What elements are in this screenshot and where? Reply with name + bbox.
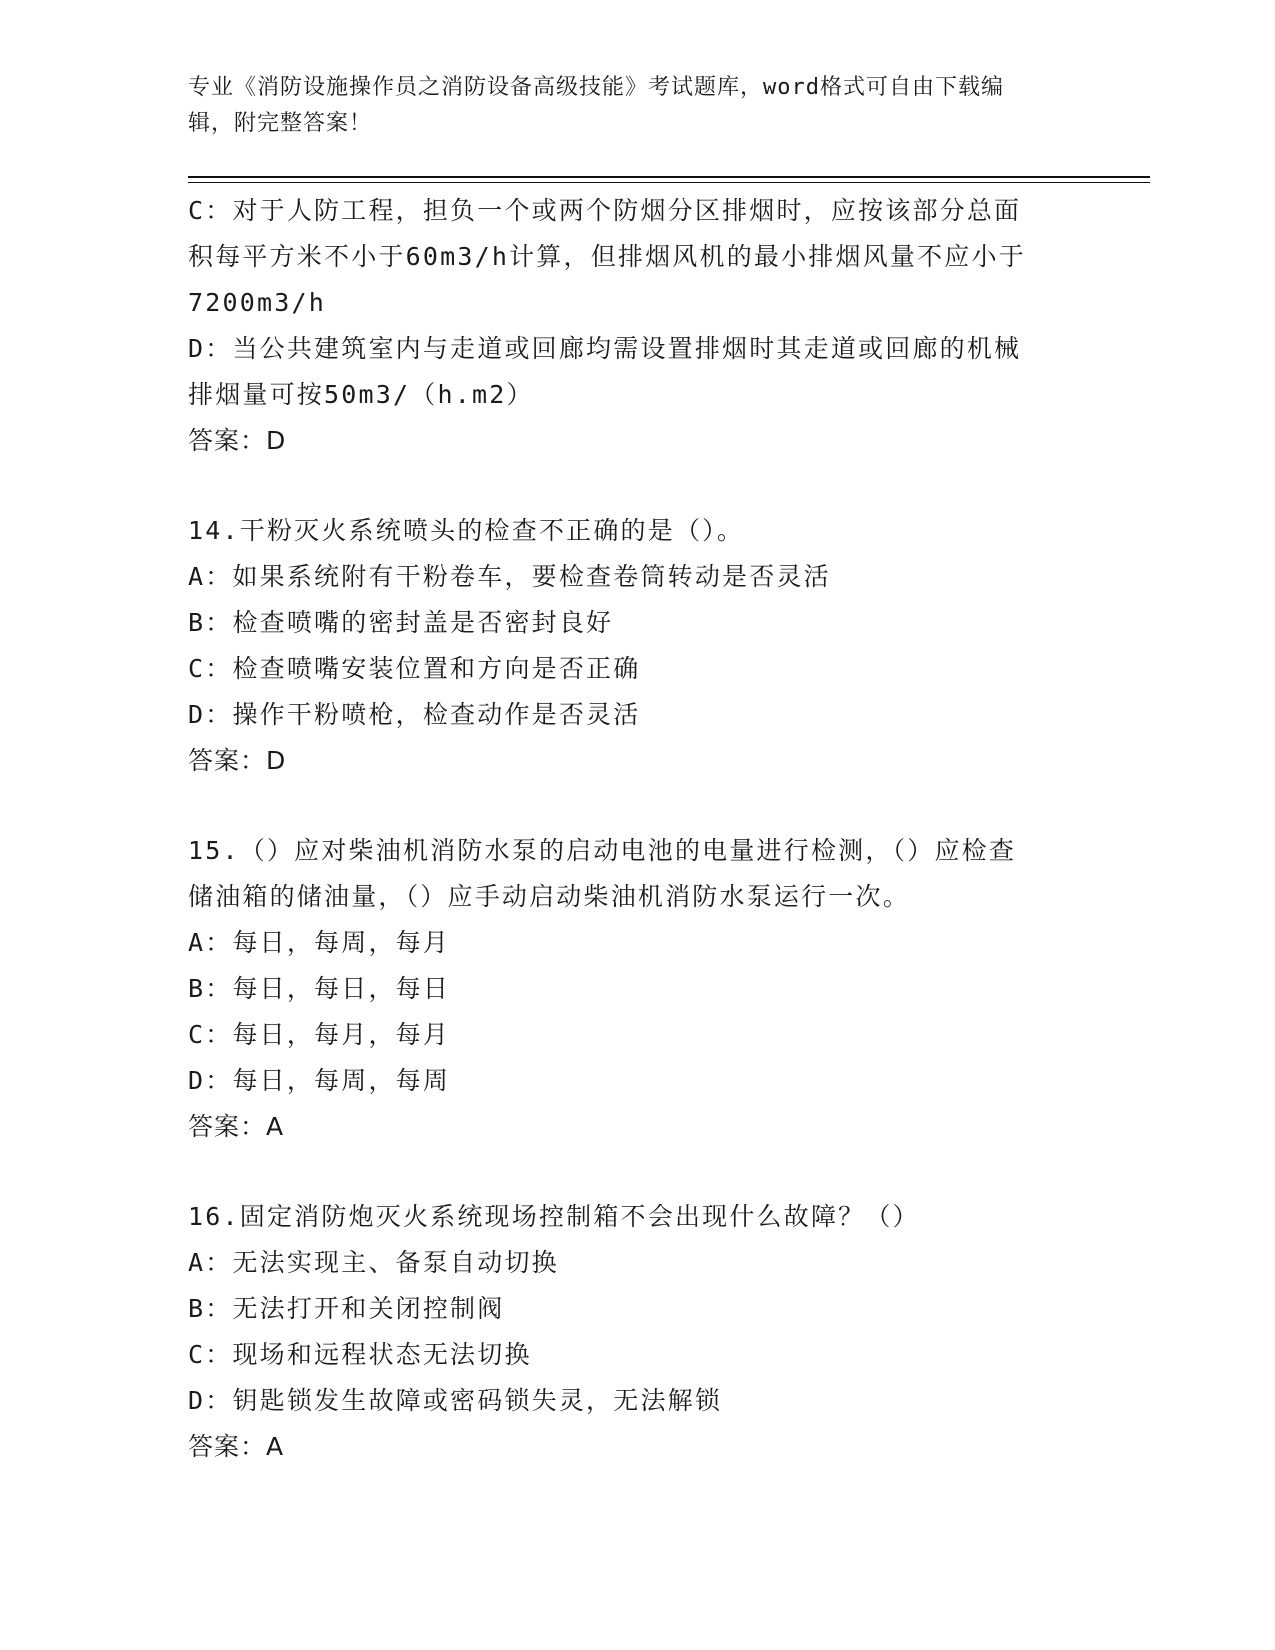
option-c: C：检查喷嘴安装位置和方向是否正确 [188, 654, 641, 683]
option-b: B：无法打开和关闭控制阀 [188, 1294, 505, 1323]
question-15 [188, 828, 1088, 1150]
spacer [188, 1150, 1088, 1194]
option-d-line-1: D：当公共建筑室内与走道或回廊均需设置排烟时其走道或回廊的机械 [188, 334, 1022, 363]
option-d: D：操作干粉喷枪，检查动作是否灵活 [188, 700, 641, 729]
option-a: A：每日，每周，每月 [188, 928, 451, 957]
option-a: A：如果系统附有干粉卷车，要检查卷筒转动是否灵活 [188, 562, 831, 591]
option-c-line-3: 7200m3/h [188, 288, 327, 317]
option-d-line-2: 排烟量可按50m3/（h.m2） [188, 380, 534, 409]
header-divider-thick [188, 176, 1150, 178]
answer-label: 答案：A [188, 1432, 285, 1461]
answer-label: 答案：D [188, 746, 287, 775]
spacer [188, 784, 1088, 828]
document-header [188, 70, 1068, 142]
header-line-2: 辑，附完整答案！ [188, 111, 373, 136]
question-text: 14.干粉灭火系统喷头的检查不正确的是（）。 [188, 516, 745, 545]
question-content [188, 188, 1088, 1470]
option-b: B：检查喷嘴的密封盖是否密封良好 [188, 608, 614, 637]
answer-label: 答案：A [188, 1112, 285, 1141]
option-c-line-2: 积每平方米不小于60m3/h计算，但排烟风机的最小排烟风量不应小于 [188, 242, 1026, 271]
option-c: C：现场和远程状态无法切换 [188, 1340, 532, 1369]
answer-label: 答案：D [188, 426, 287, 455]
option-c: C：每日，每月，每月 [188, 1020, 451, 1049]
option-a: A：无法实现主、备泵自动切换 [188, 1248, 559, 1277]
header-line-1: 专业《消防设施操作员之消防设备高级技能》考试题库，word格式可自由下载编 [188, 75, 1004, 100]
option-b: B：每日，每日，每日 [188, 974, 451, 1003]
option-d: D：钥匙锁发生故障或密码锁失灵，无法解锁 [188, 1386, 723, 1415]
header-divider-thin [188, 182, 1150, 183]
question-14 [188, 508, 1088, 784]
question-text-line-2: 储油箱的储油量，（）应手动启动柴油机消防水泵运行一次。 [188, 882, 910, 911]
spacer [188, 464, 1088, 508]
option-c-line-1: C：对于人防工程，担负一个或两个防烟分区排烟时，应按该部分总面 [188, 196, 1022, 225]
question-16 [188, 1194, 1088, 1470]
question-text: 16.固定消防炮灭火系统现场控制箱不会出现什么故障？（） [188, 1202, 920, 1231]
question-text-line-1: 15.（）应对柴油机消防水泵的启动电池的电量进行检测，（）应检查 [188, 836, 1017, 865]
option-d: D：每日，每周，每周 [188, 1066, 451, 1095]
question-13-continued [188, 188, 1088, 464]
